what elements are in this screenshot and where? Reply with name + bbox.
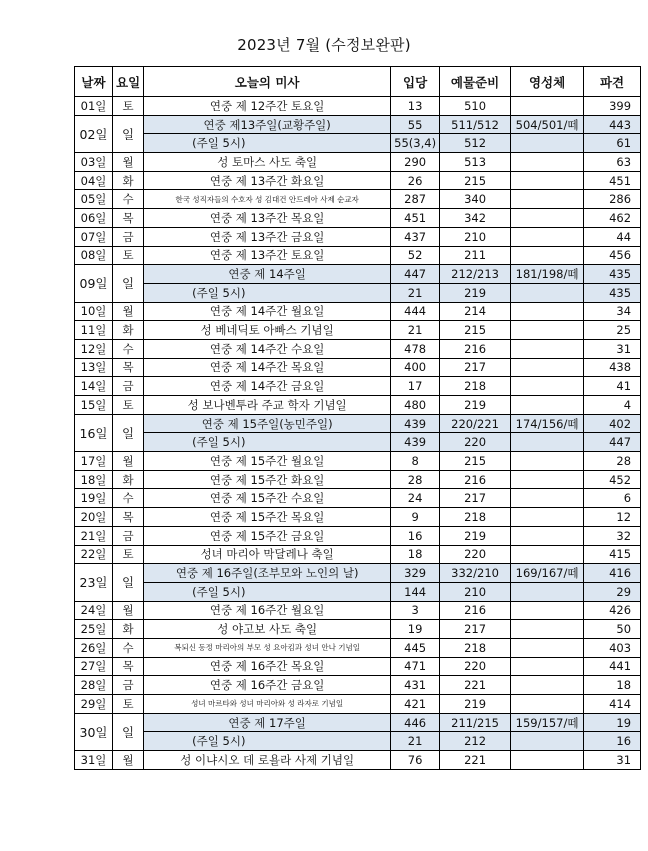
row-offertory-hymn: 221 <box>440 676 511 695</box>
row-date: 18일 <box>75 470 113 489</box>
row-day-of-week: 수 <box>113 489 144 508</box>
row-entrance-hymn: 26 <box>391 171 440 190</box>
header-mass: 오늘의 미사 <box>144 67 391 97</box>
row-dismissal-hymn: 61 <box>584 134 641 153</box>
row-offertory-hymn: 219 <box>440 526 511 545</box>
row-mass-title: 성녀 마리아 막달레나 축일 <box>144 545 391 564</box>
row-communion-hymn <box>511 302 584 321</box>
row-offertory-hymn: 218 <box>440 508 511 527</box>
header-offertory: 예물준비 <box>440 67 511 97</box>
row-date: 26일 <box>75 638 113 657</box>
row-entrance-hymn: 439 <box>391 433 440 452</box>
row-day-of-week: 월 <box>113 751 144 770</box>
row-dismissal-hymn: 4 <box>584 396 641 415</box>
row-communion-hymn <box>511 452 584 471</box>
row-offertory-hymn: 217 <box>440 358 511 377</box>
row-offertory-hymn: 219 <box>440 283 511 302</box>
row-entrance-hymn: 21 <box>391 283 440 302</box>
row-offertory-hymn: 215 <box>440 452 511 471</box>
row-day-of-week: 월 <box>113 452 144 471</box>
row-date: 12일 <box>75 339 113 358</box>
row-offertory-hymn: 212/213 <box>440 265 511 284</box>
row-dismissal-hymn: 452 <box>584 470 641 489</box>
row-date: 02일 <box>75 115 113 152</box>
row-mass-title: 성녀 마르타와 성녀 마리아와 성 라자로 기념일 <box>144 695 391 714</box>
row-date: 08일 <box>75 246 113 265</box>
row-entrance-hymn: 447 <box>391 265 440 284</box>
row-dismissal-hymn: 12 <box>584 508 641 527</box>
row-entrance-hymn: 76 <box>391 751 440 770</box>
row-date: 22일 <box>75 545 113 564</box>
row-communion-hymn <box>511 620 584 639</box>
row-dismissal-hymn: 403 <box>584 638 641 657</box>
row-day-of-week: 화 <box>113 470 144 489</box>
row-communion-hymn: 181/198/떼 <box>511 265 584 284</box>
row-communion-hymn <box>511 134 584 153</box>
row-entrance-hymn: 18 <box>391 545 440 564</box>
row-date: 04일 <box>75 171 113 190</box>
row-mass-title: 연중 제 14주간 월요일 <box>144 302 391 321</box>
row-mass-title: (주일 5시) <box>144 732 391 751</box>
row-entrance-hymn: 471 <box>391 657 440 676</box>
header-communion: 영성체 <box>511 67 584 97</box>
row-dismissal-hymn: 462 <box>584 209 641 228</box>
row-offertory-hymn: 215 <box>440 171 511 190</box>
row-communion-hymn: 159/157/떼 <box>511 713 584 732</box>
row-day-of-week: 수 <box>113 638 144 657</box>
row-dismissal-hymn: 399 <box>584 97 641 116</box>
row-date: 15일 <box>75 396 113 415</box>
row-mass-title: (주일 5시) <box>144 134 391 153</box>
row-entrance-hymn: 290 <box>391 153 440 172</box>
row-offertory-hymn: 510 <box>440 97 511 116</box>
table-row <box>75 97 641 116</box>
row-date: 16일 <box>75 414 113 451</box>
row-mass-title: 한국 성직자들의 수호자 성 김대건 안드레아 사제 순교자 <box>144 190 391 209</box>
row-communion-hymn <box>511 246 584 265</box>
row-dismissal-hymn: 447 <box>584 433 641 452</box>
row-dismissal-hymn: 34 <box>584 302 641 321</box>
row-day-of-week: 목 <box>113 358 144 377</box>
row-communion-hymn: 504/501/떼 <box>511 115 584 134</box>
row-mass-title: 연중 제 15주일(농민주일) <box>144 414 391 433</box>
row-mass-title: (주일 5시) <box>144 433 391 452</box>
row-communion-hymn: 174/156/떼 <box>511 414 584 433</box>
table-row <box>75 433 641 452</box>
row-dismissal-hymn: 25 <box>584 321 641 340</box>
row-communion-hymn <box>511 171 584 190</box>
row-offertory-hymn: 219 <box>440 396 511 415</box>
row-mass-title: (주일 5시) <box>144 283 391 302</box>
row-communion-hymn <box>511 153 584 172</box>
row-offertory-hymn: 218 <box>440 377 511 396</box>
row-mass-title: 연중 제 17주일 <box>144 713 391 732</box>
row-entrance-hymn: 21 <box>391 732 440 751</box>
row-entrance-hymn: 421 <box>391 695 440 714</box>
table-row <box>75 489 641 508</box>
row-communion-hymn <box>511 582 584 601</box>
row-mass-title: 연중 제 15주간 목요일 <box>144 508 391 527</box>
row-communion-hymn <box>511 396 584 415</box>
table-row <box>75 751 641 770</box>
row-mass-title: 연중 제 13주간 목요일 <box>144 209 391 228</box>
row-communion-hymn <box>511 227 584 246</box>
row-mass-title: 연중 제 14주일 <box>144 265 391 284</box>
row-entrance-hymn: 400 <box>391 358 440 377</box>
row-entrance-hymn: 19 <box>391 620 440 639</box>
row-communion-hymn <box>511 508 584 527</box>
row-day-of-week: 목 <box>113 657 144 676</box>
row-offertory-hymn: 217 <box>440 620 511 639</box>
row-mass-title: 성 베네딕토 아빠스 기념일 <box>144 321 391 340</box>
row-offertory-hymn: 511/512 <box>440 115 511 134</box>
row-entrance-hymn: 478 <box>391 339 440 358</box>
row-offertory-hymn: 513 <box>440 153 511 172</box>
table-row <box>75 638 641 657</box>
row-communion-hymn <box>511 209 584 228</box>
mass-schedule-table <box>74 66 641 770</box>
row-entrance-hymn: 144 <box>391 582 440 601</box>
row-offertory-hymn: 220 <box>440 657 511 676</box>
row-communion-hymn: 169/167/떼 <box>511 564 584 583</box>
row-offertory-hymn: 211/215 <box>440 713 511 732</box>
row-dismissal-hymn: 31 <box>584 751 641 770</box>
table-row <box>75 414 641 433</box>
row-date: 17일 <box>75 452 113 471</box>
row-dismissal-hymn: 44 <box>584 227 641 246</box>
row-date: 23일 <box>75 564 113 601</box>
row-entrance-hymn: 16 <box>391 526 440 545</box>
row-offertory-hymn: 220 <box>440 545 511 564</box>
row-dismissal-hymn: 416 <box>584 564 641 583</box>
row-date: 25일 <box>75 620 113 639</box>
table-row <box>75 246 641 265</box>
row-dismissal-hymn: 286 <box>584 190 641 209</box>
table-header-row <box>75 67 641 97</box>
row-mass-title: 연중 제 13주간 토요일 <box>144 246 391 265</box>
row-offertory-hymn: 214 <box>440 302 511 321</box>
row-day-of-week: 토 <box>113 396 144 415</box>
table-row <box>75 601 641 620</box>
row-offertory-hymn: 210 <box>440 582 511 601</box>
table-row <box>75 508 641 527</box>
table-row <box>75 732 641 751</box>
table-row <box>75 227 641 246</box>
row-offertory-hymn: 216 <box>440 339 511 358</box>
row-day-of-week: 금 <box>113 377 144 396</box>
row-dismissal-hymn: 456 <box>584 246 641 265</box>
row-day-of-week: 금 <box>113 227 144 246</box>
row-mass-title: 연중 제 15주간 수요일 <box>144 489 391 508</box>
row-communion-hymn <box>511 638 584 657</box>
row-day-of-week: 토 <box>113 246 144 265</box>
row-day-of-week: 금 <box>113 526 144 545</box>
row-mass-title: 연중 제 16주간 목요일 <box>144 657 391 676</box>
row-date: 11일 <box>75 321 113 340</box>
row-offertory-hymn: 218 <box>440 638 511 657</box>
row-entrance-hymn: 451 <box>391 209 440 228</box>
row-entrance-hymn: 445 <box>391 638 440 657</box>
row-entrance-hymn: 9 <box>391 508 440 527</box>
table-row <box>75 153 641 172</box>
row-dismissal-hymn: 41 <box>584 377 641 396</box>
row-entrance-hymn: 13 <box>391 97 440 116</box>
row-offertory-hymn: 215 <box>440 321 511 340</box>
row-day-of-week: 월 <box>113 302 144 321</box>
row-dismissal-hymn: 16 <box>584 732 641 751</box>
row-entrance-hymn: 444 <box>391 302 440 321</box>
table-row <box>75 545 641 564</box>
row-dismissal-hymn: 31 <box>584 339 641 358</box>
row-offertory-hymn: 221 <box>440 751 511 770</box>
row-mass-title: 연중 제 16주간 금요일 <box>144 676 391 695</box>
row-communion-hymn <box>511 657 584 676</box>
table-row <box>75 620 641 639</box>
table-row <box>75 283 641 302</box>
row-dismissal-hymn: 63 <box>584 153 641 172</box>
row-day-of-week: 일 <box>113 115 144 152</box>
row-communion-hymn <box>511 339 584 358</box>
row-date: 07일 <box>75 227 113 246</box>
row-day-of-week: 목 <box>113 209 144 228</box>
header-dismissal: 파견 <box>584 67 641 97</box>
table-row <box>75 171 641 190</box>
row-day-of-week: 토 <box>113 545 144 564</box>
row-date: 28일 <box>75 676 113 695</box>
row-entrance-hymn: 55(3,4) <box>391 134 440 153</box>
table-row <box>75 115 641 134</box>
row-dismissal-hymn: 29 <box>584 582 641 601</box>
table-row <box>75 564 641 583</box>
row-date: 24일 <box>75 601 113 620</box>
table-row <box>75 695 641 714</box>
row-date: 31일 <box>75 751 113 770</box>
row-entrance-hymn: 55 <box>391 115 440 134</box>
row-entrance-hymn: 329 <box>391 564 440 583</box>
row-dismissal-hymn: 435 <box>584 283 641 302</box>
row-entrance-hymn: 52 <box>391 246 440 265</box>
row-day-of-week: 금 <box>113 676 144 695</box>
row-mass-title: 연중 제 15주간 월요일 <box>144 452 391 471</box>
row-communion-hymn <box>511 526 584 545</box>
row-offertory-hymn: 332/210 <box>440 564 511 583</box>
row-offertory-hymn: 220 <box>440 433 511 452</box>
table-row <box>75 209 641 228</box>
row-entrance-hymn: 446 <box>391 713 440 732</box>
row-communion-hymn <box>511 545 584 564</box>
row-entrance-hymn: 287 <box>391 190 440 209</box>
row-dismissal-hymn: 18 <box>584 676 641 695</box>
row-date: 13일 <box>75 358 113 377</box>
row-mass-title: 복되신 동정 마리아의 부모 성 요아킴과 성녀 안나 기념일 <box>144 638 391 657</box>
row-communion-hymn <box>511 732 584 751</box>
table-row <box>75 676 641 695</box>
row-day-of-week: 일 <box>113 265 144 302</box>
row-date: 05일 <box>75 190 113 209</box>
table-row <box>75 377 641 396</box>
row-date: 10일 <box>75 302 113 321</box>
row-dismissal-hymn: 28 <box>584 452 641 471</box>
row-mass-title: 성 야고보 사도 축일 <box>144 620 391 639</box>
row-mass-title: 연중 제 12주간 토요일 <box>144 97 391 116</box>
row-dismissal-hymn: 402 <box>584 414 641 433</box>
row-dismissal-hymn: 435 <box>584 265 641 284</box>
row-day-of-week: 화 <box>113 620 144 639</box>
row-mass-title: 연중 제 15주간 금요일 <box>144 526 391 545</box>
table-row <box>75 657 641 676</box>
header-entrance: 입당 <box>391 67 440 97</box>
row-mass-title: 연중 제 14주간 수요일 <box>144 339 391 358</box>
row-offertory-hymn: 212 <box>440 732 511 751</box>
table-body <box>75 97 641 770</box>
table-row <box>75 321 641 340</box>
row-communion-hymn <box>511 601 584 620</box>
row-mass-title: 성 토마스 사도 축일 <box>144 153 391 172</box>
page-title: 2023년 7월 (수정보완판) <box>237 36 411 54</box>
row-entrance-hymn: 24 <box>391 489 440 508</box>
row-communion-hymn <box>511 377 584 396</box>
row-date: 30일 <box>75 713 113 750</box>
row-dismissal-hymn: 50 <box>584 620 641 639</box>
row-entrance-hymn: 437 <box>391 227 440 246</box>
row-dismissal-hymn: 6 <box>584 489 641 508</box>
row-communion-hymn <box>511 321 584 340</box>
row-day-of-week: 일 <box>113 713 144 750</box>
table-row <box>75 526 641 545</box>
row-communion-hymn <box>511 470 584 489</box>
row-mass-title: 연중 제 15주간 화요일 <box>144 470 391 489</box>
row-entrance-hymn: 21 <box>391 321 440 340</box>
row-communion-hymn <box>511 358 584 377</box>
row-mass-title: 연중 제13주일(교황주일) <box>144 115 391 134</box>
table-row <box>75 358 641 377</box>
row-communion-hymn <box>511 751 584 770</box>
row-offertory-hymn: 217 <box>440 489 511 508</box>
row-entrance-hymn: 3 <box>391 601 440 620</box>
row-date: 27일 <box>75 657 113 676</box>
table-row <box>75 470 641 489</box>
row-dismissal-hymn: 414 <box>584 695 641 714</box>
row-communion-hymn <box>511 695 584 714</box>
row-offertory-hymn: 342 <box>440 209 511 228</box>
header-dow: 요일 <box>113 67 144 97</box>
table-row <box>75 265 641 284</box>
header-date: 날짜 <box>75 67 113 97</box>
row-day-of-week: 수 <box>113 339 144 358</box>
row-communion-hymn <box>511 190 584 209</box>
row-dismissal-hymn: 415 <box>584 545 641 564</box>
row-mass-title: 연중 제 14주간 금요일 <box>144 377 391 396</box>
table-row <box>75 582 641 601</box>
row-entrance-hymn: 431 <box>391 676 440 695</box>
row-dismissal-hymn: 426 <box>584 601 641 620</box>
table-row <box>75 339 641 358</box>
row-entrance-hymn: 8 <box>391 452 440 471</box>
row-day-of-week: 토 <box>113 97 144 116</box>
row-offertory-hymn: 340 <box>440 190 511 209</box>
row-date: 19일 <box>75 489 113 508</box>
row-dismissal-hymn: 451 <box>584 171 641 190</box>
row-offertory-hymn: 211 <box>440 246 511 265</box>
row-mass-title: 성 이냐시오 데 로욜라 사제 기념일 <box>144 751 391 770</box>
row-communion-hymn <box>511 489 584 508</box>
row-dismissal-hymn: 32 <box>584 526 641 545</box>
row-date: 03일 <box>75 153 113 172</box>
row-dismissal-hymn: 438 <box>584 358 641 377</box>
row-date: 14일 <box>75 377 113 396</box>
row-offertory-hymn: 216 <box>440 470 511 489</box>
row-entrance-hymn: 17 <box>391 377 440 396</box>
row-dismissal-hymn: 441 <box>584 657 641 676</box>
row-communion-hymn <box>511 676 584 695</box>
row-day-of-week: 수 <box>113 190 144 209</box>
row-mass-title: (주일 5시) <box>144 582 391 601</box>
row-mass-title: 연중 제 13주간 화요일 <box>144 171 391 190</box>
row-date: 21일 <box>75 526 113 545</box>
row-communion-hymn <box>511 283 584 302</box>
table-row <box>75 190 641 209</box>
row-date: 20일 <box>75 508 113 527</box>
row-entrance-hymn: 480 <box>391 396 440 415</box>
table-row <box>75 134 641 153</box>
row-mass-title: 연중 제 13주간 금요일 <box>144 227 391 246</box>
table-row <box>75 396 641 415</box>
row-dismissal-hymn: 19 <box>584 713 641 732</box>
row-date: 01일 <box>75 97 113 116</box>
row-date: 29일 <box>75 695 113 714</box>
row-mass-title: 연중 제 16주일(조부모와 노인의 날) <box>144 564 391 583</box>
table-row <box>75 302 641 321</box>
row-mass-title: 연중 제 14주간 목요일 <box>144 358 391 377</box>
row-day-of-week: 화 <box>113 321 144 340</box>
row-day-of-week: 토 <box>113 695 144 714</box>
table-row <box>75 452 641 471</box>
row-date: 06일 <box>75 209 113 228</box>
row-offertory-hymn: 210 <box>440 227 511 246</box>
row-offertory-hymn: 512 <box>440 134 511 153</box>
row-communion-hymn <box>511 97 584 116</box>
row-offertory-hymn: 219 <box>440 695 511 714</box>
row-entrance-hymn: 28 <box>391 470 440 489</box>
row-day-of-week: 월 <box>113 601 144 620</box>
row-date: 09일 <box>75 265 113 302</box>
row-offertory-hymn: 216 <box>440 601 511 620</box>
row-day-of-week: 일 <box>113 414 144 451</box>
row-day-of-week: 화 <box>113 171 144 190</box>
row-day-of-week: 월 <box>113 153 144 172</box>
row-day-of-week: 목 <box>113 508 144 527</box>
row-communion-hymn <box>511 433 584 452</box>
row-offertory-hymn: 220/221 <box>440 414 511 433</box>
row-day-of-week: 일 <box>113 564 144 601</box>
row-mass-title: 연중 제 16주간 월요일 <box>144 601 391 620</box>
row-entrance-hymn: 439 <box>391 414 440 433</box>
row-dismissal-hymn: 443 <box>584 115 641 134</box>
table-row <box>75 713 641 732</box>
row-mass-title: 성 보나벤투라 주교 학자 기념일 <box>144 396 391 415</box>
